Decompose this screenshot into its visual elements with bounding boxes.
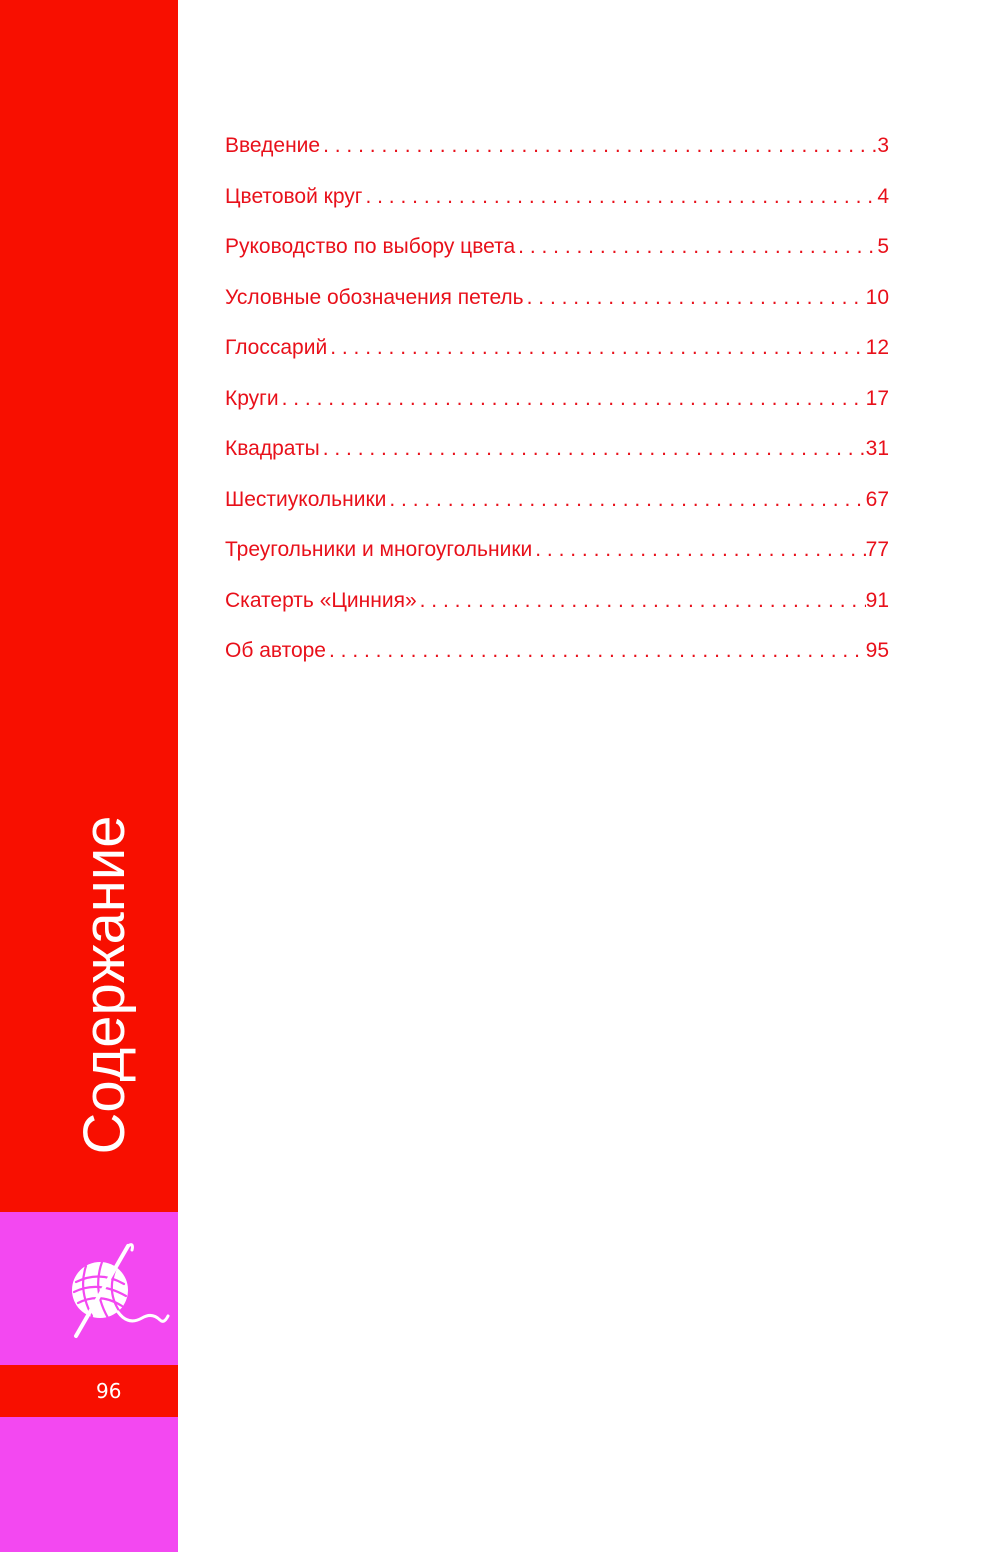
toc-dot-leader: [362, 185, 877, 209]
toc-entry-title: Скатерть «Цинния»: [225, 588, 417, 612]
yarn-ball-hook-icon: [62, 1240, 172, 1345]
toc-dot-leader: [327, 336, 865, 360]
toc-entry-page: 91: [865, 588, 889, 612]
toc-dot-leader: [524, 286, 866, 310]
toc-entry[interactable]: [225, 387, 889, 438]
toc-dot-leader: [386, 488, 865, 512]
toc-entry-page: 10: [865, 285, 889, 309]
toc-dot-leader: [320, 437, 866, 461]
toc-entry-title: Глоссарий: [225, 336, 328, 359]
toc-entry[interactable]: [225, 336, 889, 387]
toc-entry-title: Руководство по выбору цвета: [225, 235, 516, 258]
toc-entry-title: Круги: [225, 386, 279, 410]
table-of-contents: [225, 134, 889, 690]
toc-entry-title: Условные обозначения петель: [225, 285, 524, 309]
toc-entry-page: 12: [865, 336, 889, 359]
toc-entry-title: Квадраты: [225, 437, 320, 460]
toc-entry[interactable]: [225, 437, 889, 488]
toc-entry-title: Шестиукольники: [225, 487, 387, 511]
toc-entry-page: 31: [865, 437, 889, 460]
toc-entry-title: Треугольники и многоугольники: [225, 538, 533, 561]
toc-dot-leader: [320, 134, 877, 158]
sidebar-bottom-band: [0, 1417, 178, 1552]
sidebar: [0, 0, 178, 1552]
toc-entry-page: 17: [865, 386, 889, 410]
toc-entry[interactable]: [225, 286, 889, 337]
toc-entry-page: 3: [877, 134, 889, 157]
toc-entry-page: 77: [865, 538, 889, 561]
toc-entry-page: 5: [877, 235, 889, 258]
toc-entry[interactable]: [225, 589, 889, 640]
section-title: Содержание: [72, 815, 137, 1155]
toc-entry[interactable]: [225, 488, 889, 539]
toc-dot-leader: [532, 538, 865, 562]
toc-entry[interactable]: [225, 538, 889, 589]
toc-entry[interactable]: [225, 134, 889, 185]
toc-dot-leader: [417, 589, 866, 613]
toc-entry-page: 4: [877, 184, 889, 208]
page-number: 96: [96, 1379, 122, 1403]
toc-entry[interactable]: [225, 235, 889, 286]
toc-dot-leader: [279, 387, 866, 411]
toc-entry-page: 95: [865, 639, 889, 662]
toc-entry-page: 67: [865, 487, 889, 511]
toc-entry-title: Введение: [225, 134, 321, 157]
toc-dot-leader: [515, 235, 877, 259]
toc-dot-leader: [326, 639, 866, 663]
toc-entry[interactable]: [225, 185, 889, 236]
toc-entry-title: Об авторе: [225, 639, 326, 662]
toc-entry-title: Цветовой круг: [225, 184, 363, 208]
toc-entry[interactable]: [225, 639, 889, 690]
